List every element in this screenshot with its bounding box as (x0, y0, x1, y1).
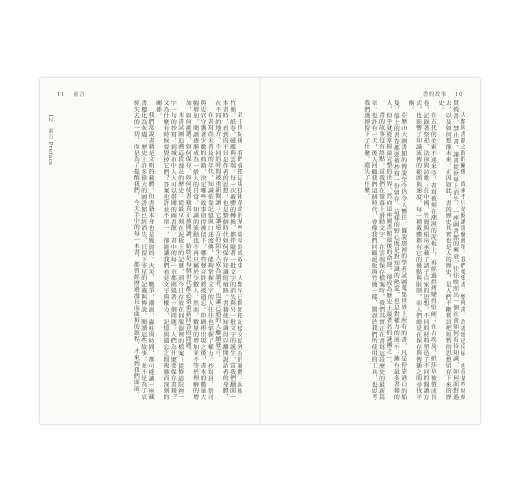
footer-title: 前言 Preface (47, 127, 53, 166)
paragraph: 書的故事沒有終點。當我們在螢幕上滑動文字、在雲端保存檔案時，我們其實正在書寫這段歷史的最新篇章。也許有一天，後人回顧我們這個時代，會像我們回顧泥板與竹簡一樣，驚訝於我們所使用的工具，也思考我們選擇留下了什麼、遺失了什麼。 (362, 100, 384, 400)
left-page-number: 11 (57, 92, 65, 98)
paragraph: 人類與書籍之間的關係，從來不只是閱讀那麼簡單。我們蒐集書、整理書、為書建造房屋，也在某些時刻焚燒書、禁止書、讓書從世界上消失。一座圖書館的興衰，往往映照出一個社會如何看待知識、如何面對過去，以及如何想像未來。正因如此，書的歷史其實也是人的歷史，是人們不斷嘗試把短暫的思想留存下來的歷史。 (436, 100, 465, 400)
paragraph: 在書寫尚未普及的年代，知識依靠記憶與口述流傳，能夠掌握文字的人往往也掌握了權力。抄寫員、祭司與史官守護著少數的典籍，決定哪些故事值得被留下，哪些聲音終將被遺忘。印刷術出現之後，書本的數量大幅增加，閱讀逐漸成為一般人的日常，知識的流動也不再只屬於少數人。然而，數量的增加並不等於理解的增加，如何挑選、如何保存、如何使書籍真正被閱讀，始終是每個世代都必須重新回答的問題。 (184, 100, 213, 400)
right-page-running-title: 書的故事 (422, 92, 447, 98)
paragraph: 亞歷山大圖書館的傳說至今仍令人嚮往。據說那裡的學者試圖蒐集世界上所有的書，凡是停靠港口的船隻，船上的書卷都要被抄寫一份留存。這樣的野心既是對知識的熱愛，也是對權力的展示：擁有最多書籍的人，似乎就能掌握最完整的世界。然而這座圖書館最後的命運，卻成為歷史上最著名的謎團之一。 (384, 100, 406, 400)
footer-page-number: 12 (47, 114, 53, 122)
left-page-header (54, 90, 88, 98)
right-page-body (273, 100, 465, 400)
left-page-footer (46, 114, 54, 166)
right-page (261, 78, 480, 424)
paragraph: 本書試圖追溯這段漫長的歷史：從最早刻在泥板上的記號，到今日存放在伺服器裡的檔案；從修道院裡一字一句的抄寫，到城市中人人可以借閱的圖書館。書中的每一章都圍繞著一個問題：人們為什麼要保存書籍？又為什麼有時候要毀掉它們？答案也許並不單一，卻能讓我們看見文字與權力、記憶與遺忘之間複雜而深刻的關係。 (154, 100, 183, 400)
right-page-number: 10 (455, 92, 463, 98)
paragraph: 我們常說書籍是文明的載體，但書籍本身也是脆弱的。火災、戰爭、潮濕、蟲蛀與時間，都可能讓一座藏書樓化為灰燼。歷史上許多偉大的圖書館已經消失，只留下零星的記載與傳說。閱讀這些故事，並不是為了哀悼失去的一切，而是為了提醒我們，今天手中的每一本書，都曾經歷過漫長而曲折的旅程，才來到我們面前。 (132, 100, 154, 400)
paragraph: 在古代的美索不達米亞，書寫被刻在潮濕的泥板上，再經過烘烤變得堅硬；在古埃及，紙莎草被製成長卷，記錄著祭祀、法律與詩歌；在中國，竹簡與絹帛承載了諸子百家的思想。不同的材料塑造了不同的閱讀方式，也影響了知識流傳的範圍與速度。每一種載體都有它的優點與限制，而人們總是在保存與傳播之間尋找平衡。 (407, 100, 436, 400)
book-spread (40, 78, 480, 424)
paragraph: 若干世紀後，我們會把這場技術革命的某些篇章寫成故事。人類早已開始把記憶交給外在的載體：泥板、竹簡、紙卷、磁碟與雲端。每一次載體的轉換，都伴隨著一批文字的消失與另一批文字的誕生。當我們翻開一本書時，看到的不只是作者的思想，也是整個時代如何保存知識的痕跡。書籍使知識得以離開說話者的身體，在不同的地方、不同的時間被重新閱讀；它讓遠方的陌生人成為讀者，也讓已逝的人繼續發言。 (213, 100, 242, 400)
left-page-body (54, 100, 242, 400)
left-page (40, 78, 259, 424)
left-page-running-title: 前言 (73, 92, 86, 98)
right-page-header (420, 90, 466, 98)
